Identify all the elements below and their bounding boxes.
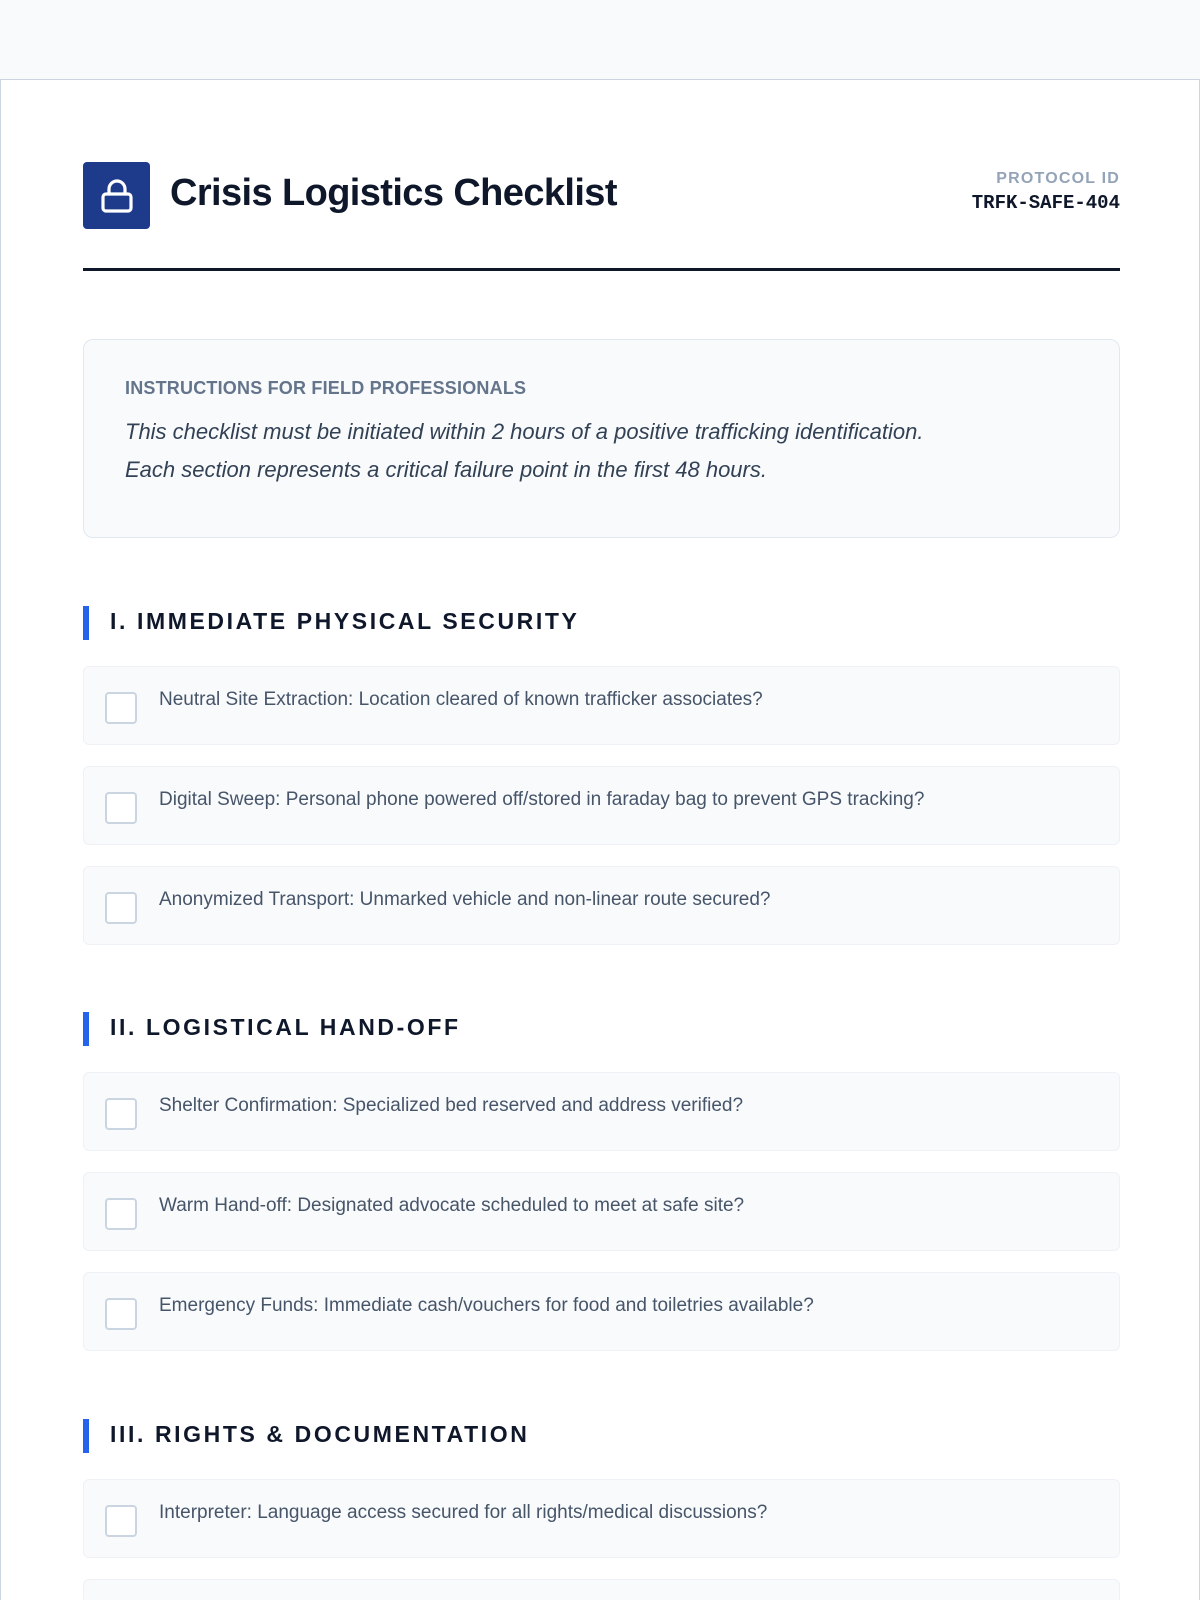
protocol-label: PROTOCOL ID (996, 170, 1120, 187)
checklist-item[interactable] (83, 866, 1120, 945)
checklist-item[interactable] (83, 1072, 1120, 1151)
instructions-text (125, 413, 1079, 489)
checklist-item-partial[interactable] (83, 1579, 1120, 1600)
lock-icon (83, 162, 150, 229)
section-title: III. RIGHTS & DOCUMENTATION (110, 1421, 530, 1447)
checklist-item-text: Shelter Confirmation: Specialized bed reserved and address verified? (159, 1095, 744, 1116)
instructions-line-1: This checklist must be initiated within 2 hours of a positive trafficking identification. (125, 419, 924, 444)
instructions-line-2: Each section represents a critical failure point in the first 48 hours. (125, 457, 767, 482)
checklist-item[interactable] (83, 1479, 1120, 1558)
checkbox[interactable] (105, 692, 137, 724)
checklist-item[interactable] (83, 766, 1120, 845)
checklist-item-text: Warm Hand-off: Designated advocate scheduled to meet at safe site? (159, 1195, 745, 1216)
checklist-item[interactable] (83, 1272, 1120, 1351)
checkbox[interactable] (105, 792, 137, 824)
section-header-logistical-hand-off (83, 1012, 1120, 1046)
page-header (83, 162, 1120, 228)
checklist-item[interactable] (83, 666, 1120, 745)
protocol-id: TRFK-SAFE-404 (971, 192, 1120, 214)
section-header-physical-security (83, 606, 1120, 640)
checklist-item[interactable] (83, 1172, 1120, 1251)
section-accent-bar (83, 1419, 89, 1453)
section-header-rights-documentation (83, 1419, 1120, 1453)
top-band (0, 0, 1200, 80)
checklist-item-text: Interpreter: Language access secured for all rights/medical discussions? (159, 1502, 768, 1523)
checkbox[interactable] (105, 1505, 137, 1537)
checklist-item-text: Digital Sweep: Personal phone powered off/stored in faraday bag to prevent GPS tracking? (159, 789, 925, 810)
checklist-item-text: Emergency Funds: Immediate cash/vouchers for food and toiletries available? (159, 1295, 814, 1316)
instructions-panel (83, 339, 1120, 538)
section-title: I. IMMEDIATE PHYSICAL SECURITY (110, 608, 580, 634)
section-title: II. LOGISTICAL HAND-OFF (110, 1014, 461, 1040)
checklist-sheet (0, 80, 1200, 1600)
checkbox[interactable] (105, 1298, 137, 1330)
page-title: Crisis Logistics Checklist (170, 172, 617, 214)
section-accent-bar (83, 1012, 89, 1046)
instructions-label: INSTRUCTIONS FOR FIELD PROFESSIONALS (125, 378, 527, 398)
protocol-block (972, 170, 1120, 214)
checkbox[interactable] (105, 1198, 137, 1230)
section-accent-bar (83, 606, 89, 640)
checklist-item-text: Anonymized Transport: Unmarked vehicle and non-linear route secured? (159, 889, 771, 910)
header-divider (83, 268, 1120, 271)
checkbox[interactable] (105, 1098, 137, 1130)
checklist-item-text: Neutral Site Extraction: Location cleared of known trafficker associates? (159, 689, 763, 710)
checkbox[interactable] (105, 892, 137, 924)
